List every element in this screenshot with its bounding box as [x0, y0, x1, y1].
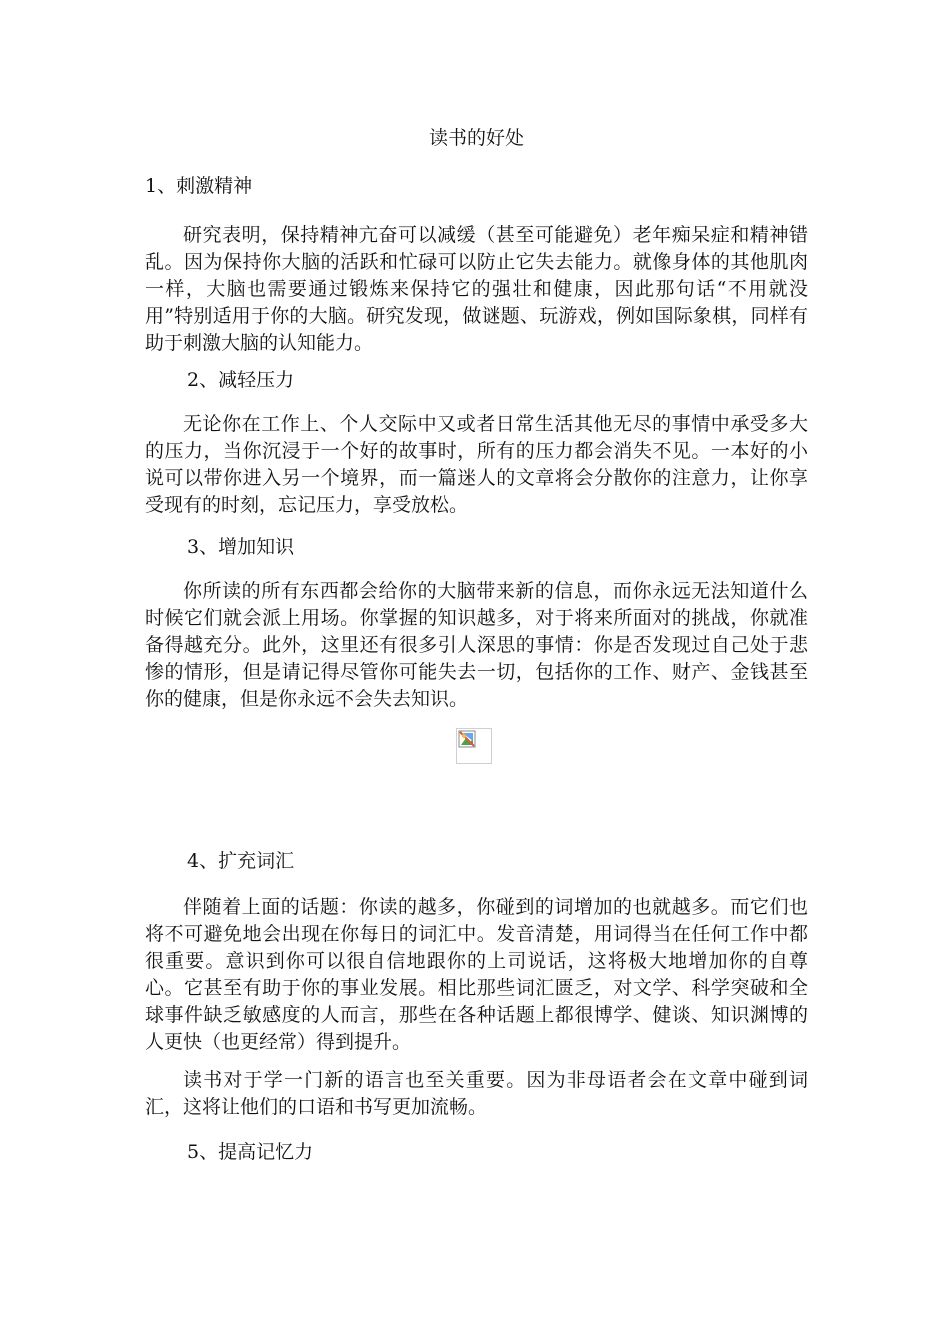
section-heading-3: 3、增加知识	[187, 536, 295, 558]
section-heading-5: 5、提高记忆力	[187, 1141, 314, 1163]
section-paragraph-4a: 伴随着上面的话题：你读的越多，你碰到的词增加的也就越多。而它们也将不可避免地会出现在你每日的词汇中。发音清楚，用词得当在任何工作中都很重要。意识到你可以很自信地跟你的上司说话，这将极大地增加你的自尊心。它甚至有助于你的事业发展。相比那些词汇匮乏，对文学、科学突破和全球事件缺乏敏感度的人而言，那些在各种话题上都很博学、健谈、知识渊博的人更快（也更经常）得到提升。	[145, 896, 808, 1053]
section-paragraph-2: 无论你在工作上、个人交际中又或者日常生活其他无尽的事情中承受多大的压力，当你沉浸于一个好的故事时，所有的压力都会消失不见。一本好的小说可以带你进入另一个境界，而一篇迷人的文章将会分散你的注意力，让你享受现有的时刻，忘记压力，享受放松。	[145, 413, 808, 516]
section-paragraph-3: 你所读的所有东西都会给你的大脑带来新的信息，而你永远无法知道什么时候它们就会派上用场。你掌握的知识越多，对于将来所面对的挑战，你就准备得越充分。此外，这里还有很多引人深思的事情：你是否发现过自己处于悲惨的情形，但是请记得尽管你可能失去一切，包括你的工作、财产、金钱甚至你的健康，但是你永远不会失去知识。	[145, 580, 808, 710]
section-heading-4: 4、扩充词汇	[187, 850, 295, 872]
broken-image-icon	[456, 728, 492, 764]
section-heading-1: 1、刺激精神	[145, 175, 253, 197]
section-paragraph-4b: 读书对于学一门新的语言也至关重要。因为非母语者会在文章中碰到词汇，这将让他们的口语和书写更加流畅。	[145, 1069, 808, 1118]
section-heading-2: 2、减轻压力	[187, 369, 295, 391]
document-page	[145, 0, 808, 1344]
document-title: 读书的好处	[428, 127, 524, 149]
section-paragraph-1: 研究表明，保持精神亢奋可以减缓（甚至可能避免）老年痴呆症和精神错乱。因为保持你大脑的活跃和忙碌可以防止它失去能力。就像身体的其他肌肉一样，大脑也需要通过锻炼来保持它的强壮和健康，因此那句话“不用就没用”特别适用于你的大脑。研究发现，做谜题、玩游戏，例如国际象棋，同样有助于刺激大脑的认知能力。	[145, 224, 808, 354]
